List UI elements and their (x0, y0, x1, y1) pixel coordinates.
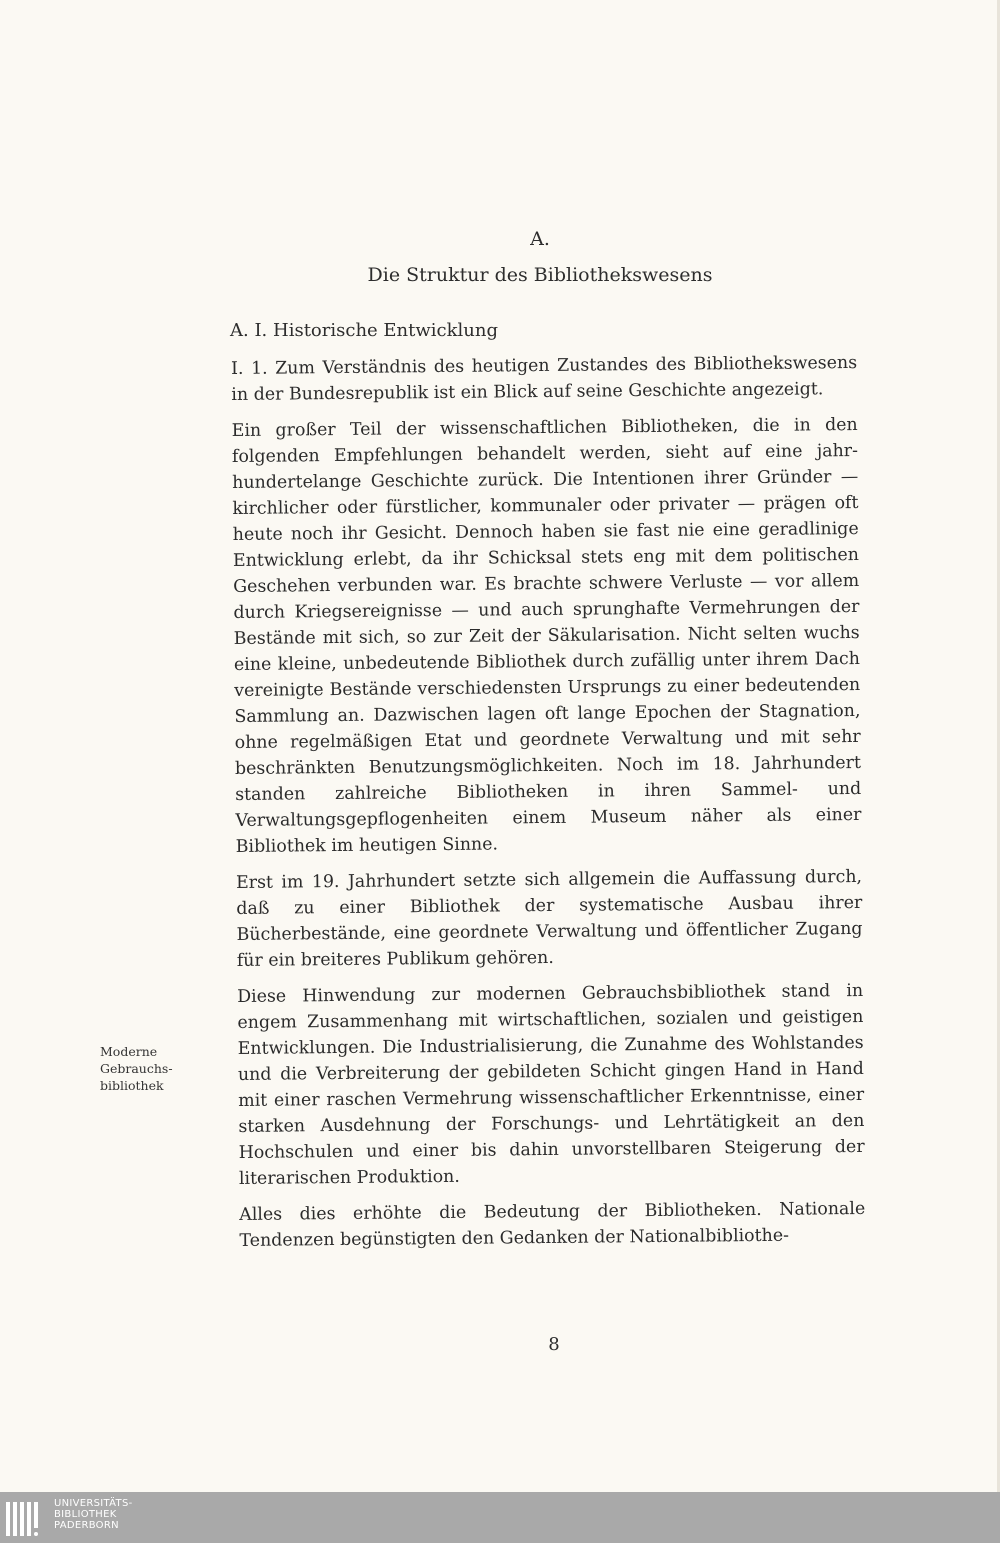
library-footer (0, 1492, 1000, 1543)
library-name (54, 1498, 133, 1531)
paragraph: I. 1. Zum Verständnis des heutigen Zustandes des Bibliothekswesens in der Bundesrepublik ist ein Blick auf seine Geschichte angezeigt. (231, 352, 858, 405)
library-name-line: PADERBORN (54, 1520, 119, 1531)
paragraph: Alles dies erhöhte die Bedeutung der Bibliotheken. Nationale Tendenzen begünstigten den Gedanken der Nationalbibliothe- (239, 1198, 866, 1251)
library-name-line: UNIVERSITÄTS- (54, 1498, 133, 1509)
section-title: Die Struktur des Bibliothekswesens (367, 264, 713, 286)
subheading: A. I. Historische Entwicklung (230, 320, 498, 341)
body-text (231, 350, 866, 1264)
paragraph: Diese Hinwendung zur modernen Gebrauchsbibliothek stand in engem Zusammenhang mit wirtschaftlichen, sozialen und geistigen Entwicklungen. Die Industrialisierung, die Zunahme des Wohlstandes und die Verbreiterung der gebildeten Schicht gingen Hand in Hand mit einer raschen Vermehrung wissenschaftlicher Erkenntnisse, einer starken Ausdehnung der Forschungs- und Lehrtätigkeit an den Hochschulen und einer bis dahin unvorstellbaren Steigerung der literarischen Produktion. (237, 980, 865, 1189)
library-name-line: BIBLIOTHEK (54, 1509, 117, 1520)
page-number: 8 (548, 1334, 560, 1355)
paragraph: Erst im 19. Jahrhundert setzte sich allgemein die Auffassung durch, daß zu einer Bibliothek der systematische Ausbau ihrer Bücherbestände, eine geordnete Verwaltung und öffentlicher Zugang für ein breiteres Publikum gehören. (235, 866, 863, 971)
section-letter: A. (530, 228, 550, 250)
margin-note: Moderne Gebrauchs- bibliothek (100, 1044, 173, 1093)
paragraph: Ein großer Teil der wissenschaftlichen Bibliotheken, die in den folgenden Empfehlungen behandelt werden, sieht auf eine jahrhundertelange Geschichte zurück. Die Intentionen ihrer Gründer — kirchlicher oder fürstlicher, kommunaler oder privater — prägen oft heute noch ihr Gesicht. Dennoch haben sie fast nie eine geradlinige Entwicklung erlebt, da ihr Schicksal stets eng mit dem politischen Geschehen verbunden war. Es brachte schwere Verluste — vor allem durch Kriegsereignisse — und auch sprunghafte Vermehrungen der Bestände mit sich, so zur Zeit der Säkularisation. Nicht selten wuchs eine kleine, unbedeutende Bibliothek durch zufällig unter ihrem Dach vereinigte Bestände verschiedensten Ursprungs zu einer bedeutenden Sammlung an. Dazwischen lagen oft lange Epochen der Stagnation, ohne regelmäßigen Etat und geordnete Verwaltung und mit sehr beschränkten Benutzungsmöglichkeiten. Noch im 18. Jahrhundert standen zahlreiche Bibliotheken in ihren Sammel- und Verwaltungsgepflogenheiten einem Museum näher als einer Bibliothek im heutigen Sinne. (231, 414, 862, 857)
library-logo-icon (6, 1502, 44, 1536)
